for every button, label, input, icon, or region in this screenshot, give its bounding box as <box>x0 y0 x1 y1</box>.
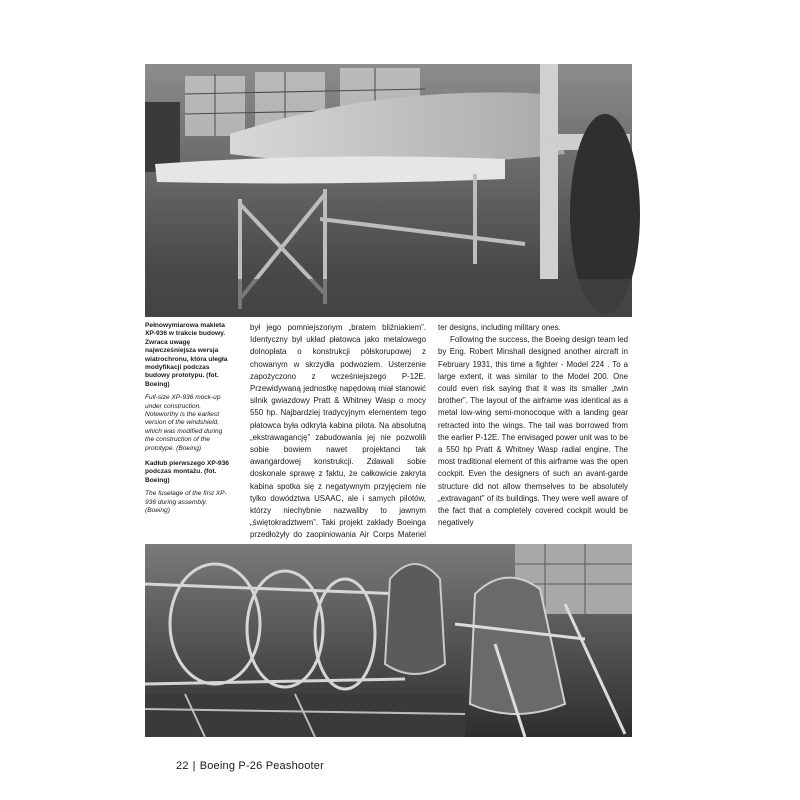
english-paragraph-2: Following the success, the Boeing design team led by Eng. Robert Minshall designed another aircraft in February 1931, this time a fighter - Model 224 . To a large extent, it was similar to the Model 200. One could even risk saying that it was its smaller „twin brother”. The layout of the airframe was identical as a metal low-wing semi-monocoque with a landing gear retracted into the wings. The tail was borrowed from the earlier P-12E. The envisaged power unit was to be a 550 hp Pratt & Whitney Wasp radial engine. The most traditional element of this airframe was the open cockpit. Even the designers of such an avant-garde structure did not allow themselves to be absolutely „extravagant” of its buildings. They were well aware of the fact that a completely covered cockpit would be negatively <box>438 335 628 528</box>
caption-mockup-polish: Pełnowymiarowa makieta XP-936 w trakcie budowy. Zwraca uwagę najwcześniejsza wersja wiatrochronu, która uległa modyfikacji podczas budowy prototypu. (fot. Boeing) <box>145 322 228 388</box>
photo-mockup-construction <box>145 64 632 317</box>
caption-mockup-english: Full-size XP-936 mock-up under construction. Noteworthy is the earliest version of the windshield, which was modified during the construction of the prototype. (Boeing) <box>145 394 223 452</box>
body-text-english <box>438 322 628 542</box>
footer-separator: | <box>192 760 196 772</box>
body-text-polish <box>250 322 426 542</box>
photo-mockup-image <box>145 64 632 317</box>
caption-fuselage <box>145 460 233 515</box>
caption-fuselage-english: The fuselage of the first XP-936 during assembly. (Boeing) <box>145 490 227 515</box>
photo-fuselage-image <box>145 544 632 737</box>
photo-fuselage-assembly <box>145 544 632 737</box>
caption-mockup <box>145 322 233 453</box>
book-title: Boeing P-26 Peashooter <box>199 760 324 772</box>
english-paragraph-1: ter designs, including military ones. <box>438 323 561 332</box>
page-footer <box>176 760 324 772</box>
polish-paragraph: był jego pomniejszonym „bratem bliźniakiem”. Identyczny był układ płatowca jako metalowego dolnopłata o konstrukcji półskorupowej z chowanym w skrzydła podwoziem. Usterzenie zapożyczono z wcześniejszego P-12E. Przewidywaną jednostkę napędową miał stanowić silnik gwiazdowy Pratt & Whitney Wasp o mocy 550 hp. Najbardziej tradycyjnym elementem tego płatowca była odkryta kabina pilota. Na absolutną „ekstrawagancję” zabudowania jej nie pozwolili sobie bowiem nawet projektanci tak awangardowej konstrukcji. Zdawali sobie doskonale sprawę z faktu, że całkowicie zakryta kabina spotka się z negatywnym przyjęciem nie tylko dowództwa USAAC, ale i samych pilotów, którzy niechybnie nazwaliby to jawnym „świętokradztwem”. Taki projekt zakłady Boeinga przedłożyły do zaopiniowania Air Corps Materiel <box>250 323 426 540</box>
caption-fuselage-polish: Kadłub pierwszego XP-936 podczas montażu. (fot. Boeing) <box>145 460 229 484</box>
page-number: 22 <box>176 760 189 772</box>
